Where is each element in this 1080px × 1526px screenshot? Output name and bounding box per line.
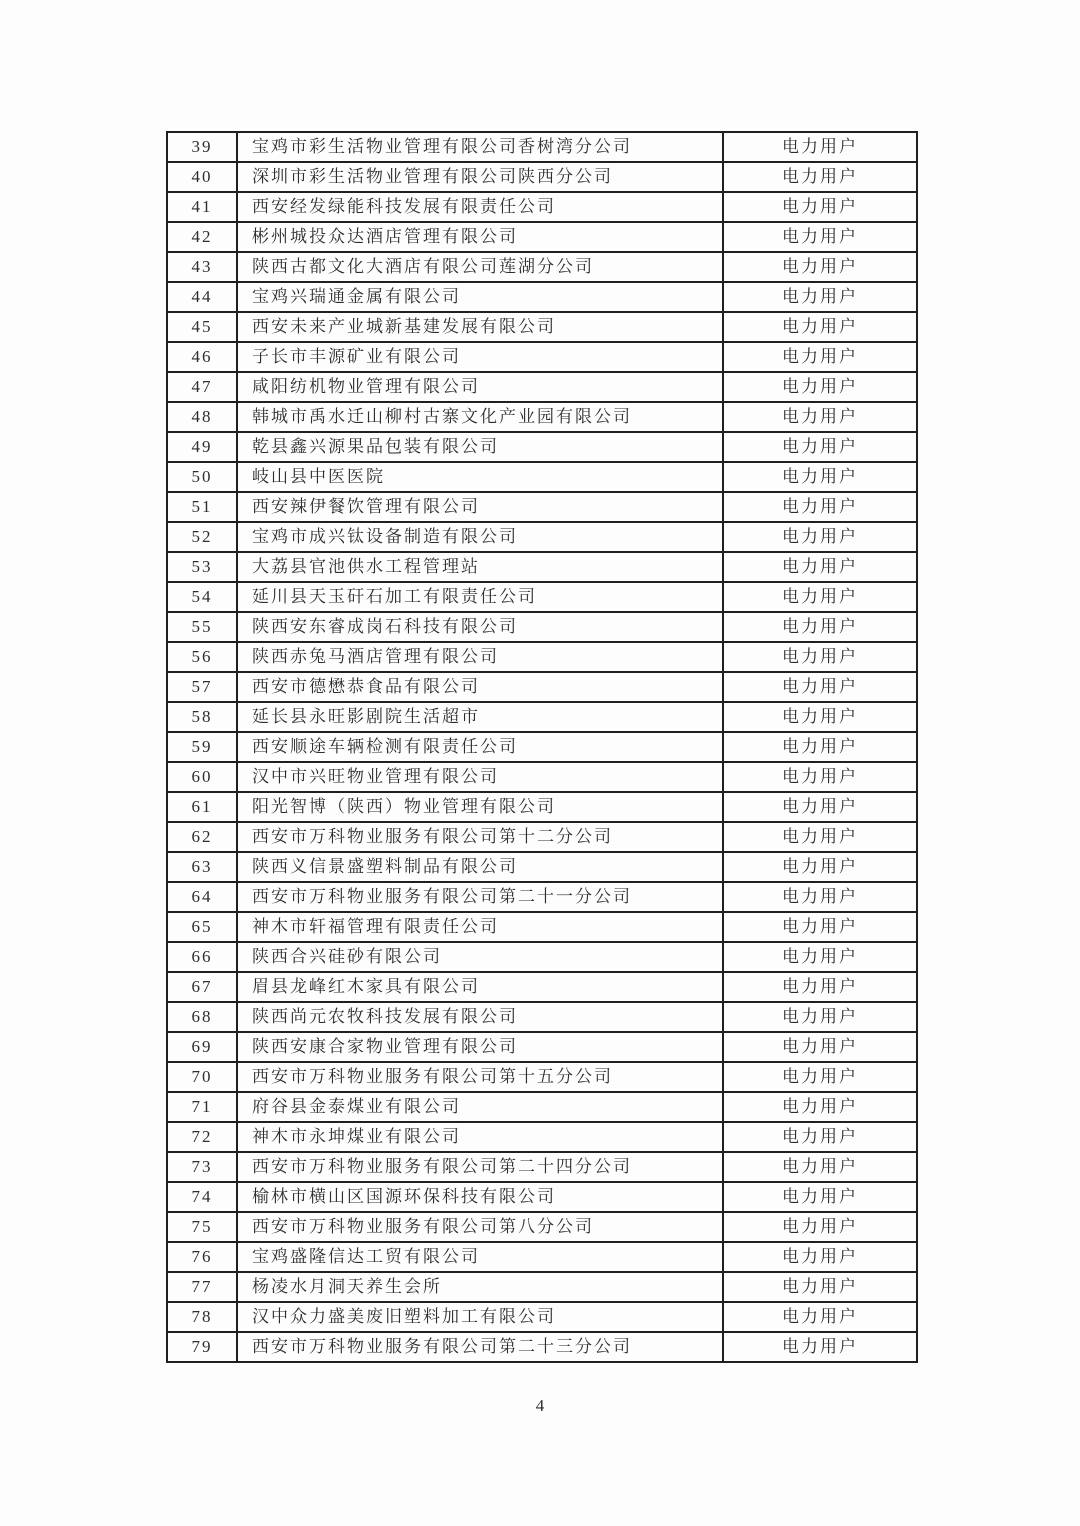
company-name-cell: 神木市永坤煤业有限公司 xyxy=(237,1122,723,1152)
row-number-cell: 68 xyxy=(167,1002,237,1032)
category-cell: 电力用户 xyxy=(723,1242,917,1272)
company-name-cell: 深圳市彩生活物业管理有限公司陕西分公司 xyxy=(237,162,723,192)
category-cell: 电力用户 xyxy=(723,372,917,402)
category-cell: 电力用户 xyxy=(723,252,917,282)
category-cell: 电力用户 xyxy=(723,612,917,642)
table-row xyxy=(167,1092,917,1122)
table-row xyxy=(167,942,917,972)
company-name-cell: 西安市德懋恭食品有限公司 xyxy=(237,672,723,702)
table-row xyxy=(167,342,917,372)
category-cell: 电力用户 xyxy=(723,1122,917,1152)
category-cell: 电力用户 xyxy=(723,732,917,762)
row-number-cell: 51 xyxy=(167,492,237,522)
category-cell: 电力用户 xyxy=(723,672,917,702)
category-cell: 电力用户 xyxy=(723,912,917,942)
row-number-cell: 48 xyxy=(167,402,237,432)
company-name-cell: 彬州城投众达酒店管理有限公司 xyxy=(237,222,723,252)
category-cell: 电力用户 xyxy=(723,852,917,882)
category-cell: 电力用户 xyxy=(723,702,917,732)
table-row xyxy=(167,372,917,402)
row-number-cell: 78 xyxy=(167,1302,237,1332)
category-cell: 电力用户 xyxy=(723,1272,917,1302)
row-number-cell: 44 xyxy=(167,282,237,312)
company-table xyxy=(166,131,918,1363)
table-row xyxy=(167,252,917,282)
category-cell: 电力用户 xyxy=(723,882,917,912)
row-number-cell: 79 xyxy=(167,1332,237,1362)
category-cell: 电力用户 xyxy=(723,462,917,492)
category-cell: 电力用户 xyxy=(723,522,917,552)
table-row xyxy=(167,522,917,552)
row-number-cell: 77 xyxy=(167,1272,237,1302)
company-name-cell: 大荔县官池供水工程管理站 xyxy=(237,552,723,582)
company-name-cell: 陕西安康合家物业管理有限公司 xyxy=(237,1032,723,1062)
company-name-cell: 咸阳纺机物业管理有限公司 xyxy=(237,372,723,402)
category-cell: 电力用户 xyxy=(723,192,917,222)
row-number-cell: 60 xyxy=(167,762,237,792)
table-row xyxy=(167,1032,917,1062)
row-number-cell: 49 xyxy=(167,432,237,462)
company-name-cell: 韩城市禹水迁山柳村古寨文化产业园有限公司 xyxy=(237,402,723,432)
category-cell: 电力用户 xyxy=(723,1062,917,1092)
company-name-cell: 延川县天玉矸石加工有限责任公司 xyxy=(237,582,723,612)
table-row xyxy=(167,312,917,342)
company-name-cell: 阳光智博（陕西）物业管理有限公司 xyxy=(237,792,723,822)
row-number-cell: 71 xyxy=(167,1092,237,1122)
table-row xyxy=(167,192,917,222)
company-name-cell: 府谷县金泰煤业有限公司 xyxy=(237,1092,723,1122)
category-cell: 电力用户 xyxy=(723,162,917,192)
company-name-cell: 陕西义信景盛塑料制品有限公司 xyxy=(237,852,723,882)
row-number-cell: 45 xyxy=(167,312,237,342)
company-name-cell: 榆林市横山区国源环保科技有限公司 xyxy=(237,1182,723,1212)
row-number-cell: 69 xyxy=(167,1032,237,1062)
row-number-cell: 76 xyxy=(167,1242,237,1272)
row-number-cell: 72 xyxy=(167,1122,237,1152)
table-row xyxy=(167,852,917,882)
row-number-cell: 41 xyxy=(167,192,237,222)
table-row xyxy=(167,642,917,672)
row-number-cell: 47 xyxy=(167,372,237,402)
company-name-cell: 陕西古都文化大酒店有限公司莲湖分公司 xyxy=(237,252,723,282)
table-row xyxy=(167,162,917,192)
row-number-cell: 63 xyxy=(167,852,237,882)
company-name-cell: 子长市丰源矿业有限公司 xyxy=(237,342,723,372)
category-cell: 电力用户 xyxy=(723,222,917,252)
table-row xyxy=(167,1002,917,1032)
category-cell: 电力用户 xyxy=(723,432,917,462)
company-name-cell: 宝鸡市成兴钛设备制造有限公司 xyxy=(237,522,723,552)
company-name-cell: 西安未来产业城新基建发展有限公司 xyxy=(237,312,723,342)
table-row xyxy=(167,1152,917,1182)
table-row xyxy=(167,222,917,252)
row-number-cell: 42 xyxy=(167,222,237,252)
row-number-cell: 39 xyxy=(167,132,237,162)
table-row xyxy=(167,552,917,582)
row-number-cell: 57 xyxy=(167,672,237,702)
row-number-cell: 62 xyxy=(167,822,237,852)
company-name-cell: 宝鸡兴瑞通金属有限公司 xyxy=(237,282,723,312)
table-row xyxy=(167,1212,917,1242)
company-name-cell: 西安市万科物业服务有限公司第八分公司 xyxy=(237,1212,723,1242)
table-row xyxy=(167,1242,917,1272)
table-row xyxy=(167,762,917,792)
category-cell: 电力用户 xyxy=(723,972,917,1002)
category-cell: 电力用户 xyxy=(723,792,917,822)
table-row xyxy=(167,1332,917,1362)
company-name-cell: 乾县鑫兴源果品包装有限公司 xyxy=(237,432,723,462)
row-number-cell: 61 xyxy=(167,792,237,822)
row-number-cell: 50 xyxy=(167,462,237,492)
company-name-cell: 西安经发绿能科技发展有限责任公司 xyxy=(237,192,723,222)
row-number-cell: 56 xyxy=(167,642,237,672)
table-row xyxy=(167,702,917,732)
row-number-cell: 65 xyxy=(167,912,237,942)
row-number-cell: 43 xyxy=(167,252,237,282)
row-number-cell: 59 xyxy=(167,732,237,762)
category-cell: 电力用户 xyxy=(723,552,917,582)
page-number: 4 xyxy=(535,1396,545,1415)
category-cell: 电力用户 xyxy=(723,1302,917,1332)
company-name-cell: 西安辣伊餐饮管理有限公司 xyxy=(237,492,723,522)
category-cell: 电力用户 xyxy=(723,1332,917,1362)
category-cell: 电力用户 xyxy=(723,1182,917,1212)
table-row xyxy=(167,672,917,702)
category-cell: 电力用户 xyxy=(723,402,917,432)
table-row xyxy=(167,1302,917,1332)
table-row xyxy=(167,432,917,462)
company-name-cell: 汉中市兴旺物业管理有限公司 xyxy=(237,762,723,792)
company-name-cell: 陕西合兴硅砂有限公司 xyxy=(237,942,723,972)
company-name-cell: 宝鸡市彩生活物业管理有限公司香树湾分公司 xyxy=(237,132,723,162)
company-name-cell: 神木市轩福管理有限责任公司 xyxy=(237,912,723,942)
table-row xyxy=(167,912,917,942)
row-number-cell: 46 xyxy=(167,342,237,372)
company-name-cell: 陕西安东睿成岗石科技有限公司 xyxy=(237,612,723,642)
category-cell: 电力用户 xyxy=(723,492,917,522)
row-number-cell: 67 xyxy=(167,972,237,1002)
table-row xyxy=(167,492,917,522)
category-cell: 电力用户 xyxy=(723,342,917,372)
company-name-cell: 宝鸡盛隆信达工贸有限公司 xyxy=(237,1242,723,1272)
table-row xyxy=(167,1272,917,1302)
company-name-cell: 西安市万科物业服务有限公司第十二分公司 xyxy=(237,822,723,852)
company-name-cell: 延长县永旺影剧院生活超市 xyxy=(237,702,723,732)
table-row xyxy=(167,1122,917,1152)
company-name-cell: 眉县龙峰红木家具有限公司 xyxy=(237,972,723,1002)
table-row xyxy=(167,1182,917,1212)
category-cell: 电力用户 xyxy=(723,1092,917,1122)
table-row xyxy=(167,282,917,312)
company-name-cell: 西安顺途车辆检测有限责任公司 xyxy=(237,732,723,762)
company-name-cell: 西安市万科物业服务有限公司第二十四分公司 xyxy=(237,1152,723,1182)
company-name-cell: 陕西赤兔马酒店管理有限公司 xyxy=(237,642,723,672)
row-number-cell: 66 xyxy=(167,942,237,972)
table-row xyxy=(167,582,917,612)
category-cell: 电力用户 xyxy=(723,282,917,312)
company-name-cell: 汉中众力盛美废旧塑料加工有限公司 xyxy=(237,1302,723,1332)
row-number-cell: 70 xyxy=(167,1062,237,1092)
row-number-cell: 58 xyxy=(167,702,237,732)
company-name-cell: 西安市万科物业服务有限公司第二十一分公司 xyxy=(237,882,723,912)
table-row xyxy=(167,1062,917,1092)
row-number-cell: 40 xyxy=(167,162,237,192)
row-number-cell: 54 xyxy=(167,582,237,612)
company-name-cell: 西安市万科物业服务有限公司第十五分公司 xyxy=(237,1062,723,1092)
table-row xyxy=(167,732,917,762)
category-cell: 电力用户 xyxy=(723,1212,917,1242)
table-row xyxy=(167,972,917,1002)
table-body xyxy=(167,132,917,1362)
company-name-cell: 西安市万科物业服务有限公司第二十三分公司 xyxy=(237,1332,723,1362)
table-row xyxy=(167,462,917,492)
category-cell: 电力用户 xyxy=(723,132,917,162)
row-number-cell: 75 xyxy=(167,1212,237,1242)
category-cell: 电力用户 xyxy=(723,822,917,852)
row-number-cell: 64 xyxy=(167,882,237,912)
table-row xyxy=(167,402,917,432)
table-row xyxy=(167,792,917,822)
category-cell: 电力用户 xyxy=(723,1152,917,1182)
table-row xyxy=(167,132,917,162)
table-row xyxy=(167,882,917,912)
category-cell: 电力用户 xyxy=(723,642,917,672)
category-cell: 电力用户 xyxy=(723,582,917,612)
table-row xyxy=(167,822,917,852)
row-number-cell: 55 xyxy=(167,612,237,642)
company-name-cell: 岐山县中医医院 xyxy=(237,462,723,492)
row-number-cell: 74 xyxy=(167,1182,237,1212)
category-cell: 电力用户 xyxy=(723,312,917,342)
category-cell: 电力用户 xyxy=(723,942,917,972)
company-name-cell: 杨凌水月洞天养生会所 xyxy=(237,1272,723,1302)
company-name-cell: 陕西尚元农牧科技发展有限公司 xyxy=(237,1002,723,1032)
row-number-cell: 52 xyxy=(167,522,237,552)
category-cell: 电力用户 xyxy=(723,762,917,792)
category-cell: 电力用户 xyxy=(723,1002,917,1032)
row-number-cell: 73 xyxy=(167,1152,237,1182)
row-number-cell: 53 xyxy=(167,552,237,582)
table-row xyxy=(167,612,917,642)
category-cell: 电力用户 xyxy=(723,1032,917,1062)
